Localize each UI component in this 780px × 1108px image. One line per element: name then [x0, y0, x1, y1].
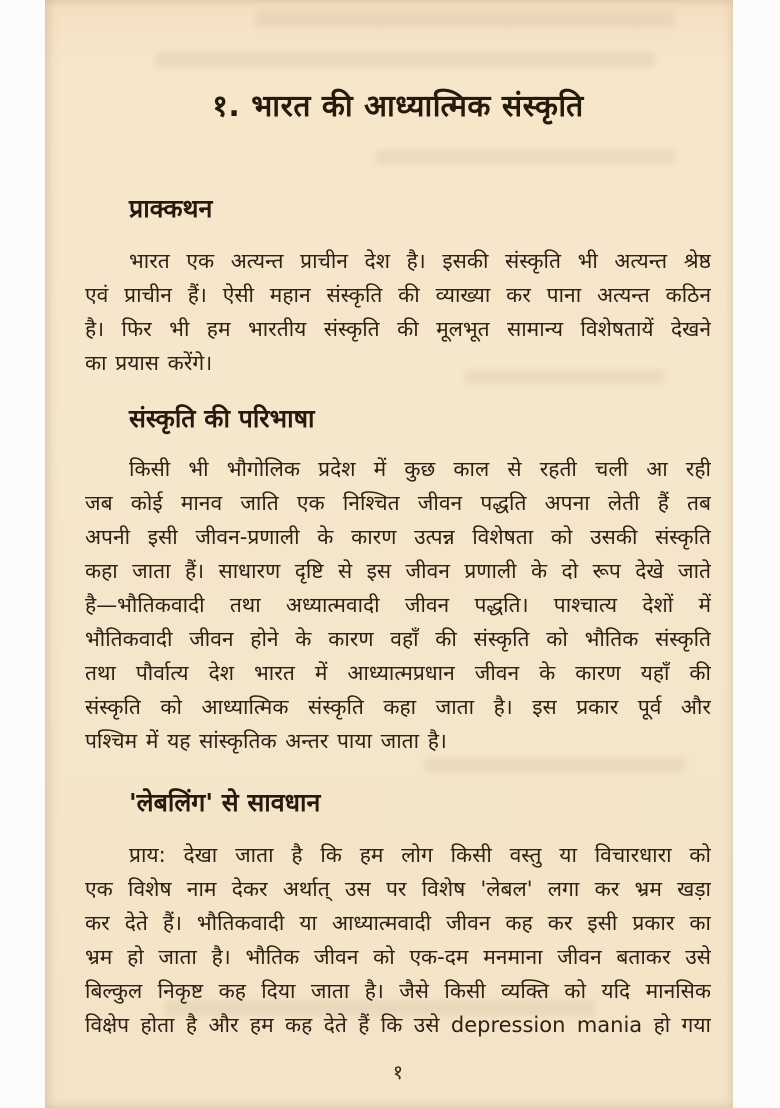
text-line: एक विशेष नाम देकर अर्थात् उस पर विशेष 'लेबल' लगा कर भ्रम खड़ा	[85, 877, 711, 901]
text-line: विक्षेप होता है और हम कह देते हैं कि उसे depression mania हो गया	[85, 1013, 711, 1037]
text-line: अपनी इसी जीवन-प्रणाली के कारण उत्पन्न विशेषता को उसकी संस्कृति	[85, 525, 711, 549]
text-line: है—भौतिकवादी तथा अध्यात्मवादी जीवन पद्धति। पाश्चात्य देशों में	[85, 593, 711, 617]
section-heading-labelling-se-savdhan: 'लेबलिंग' से सावधान	[129, 788, 321, 817]
text-line: एवं प्राचीन हैं। ऐसी महान संस्कृति की व्याख्या कर पाना अत्यन्त कठिन	[85, 283, 711, 307]
paragraph	[85, 452, 711, 758]
paragraph	[85, 244, 711, 380]
section-heading-prakkathan: प्राक्कथन	[129, 194, 213, 223]
chapter-title: १. भारत की आध्यात्मिक संस्कृति	[212, 89, 584, 124]
text-line: का प्रयास करेंगे।	[85, 351, 213, 375]
paper-sheet	[45, 0, 733, 1108]
text-line: बिल्कुल निकृष्ट कह दिया जाता है। जैसे किसी व्यक्ति को यदि मानसिक	[85, 979, 711, 1003]
text-line: पश्चिम में यह सांस्कृतिक अन्तर पाया जाता है।	[85, 729, 447, 753]
text-line: भारत एक अत्यन्त प्राचीन देश है। इसकी संस्कृति भी अत्यन्त श्रेष्ठ	[129, 249, 711, 273]
page-content	[45, 0, 733, 1085]
text-line: कहा जाता हैं। साधारण दृष्टि से इस जीवन प्रणाली के दो रूप देखे जाते	[85, 559, 711, 583]
paragraph	[85, 838, 711, 1042]
text-line: है। फिर भी हम भारतीय संस्कृति की मूलभूत सामान्य विशेषतायें देखने	[85, 317, 711, 341]
text-line: कर देते हैं। भौतिकवादी या आध्यात्मवादी जीवन कह कर इसी प्रकार का	[85, 911, 711, 935]
text-line: भ्रम हो जाता है। भौतिक जीवन को एक-दम मनमाना जीवन बताकर उसे	[85, 945, 711, 969]
page-number: १	[392, 1060, 404, 1084]
text-line: तथा पौर्वात्य देश भारत में आध्यात्मप्रधान जीवन के कारण यहाँ की	[85, 661, 711, 685]
section-heading-sanskriti-paribhasha: संस्कृति की परिभाषा	[129, 404, 315, 433]
text-line: किसी भी भौगोलिक प्रदेश में कुछ काल से रहती चली आ रही	[129, 457, 711, 481]
text-line: संस्कृति को आध्यात्मिक संस्कृति कहा जाता है। इस प्रकार पूर्व और	[85, 695, 711, 719]
text-line: भौतिकवादी जीवन होने के कारण वहाँ की संस्कृति को भौतिक संस्कृति	[85, 627, 711, 651]
text-line: जब कोई मानव जाति एक निश्चित जीवन पद्धति अपना लेती हैं तब	[85, 491, 711, 515]
text-line: प्राय: देखा जाता है कि हम लोग किसी वस्तु या विचारधारा को	[129, 843, 711, 867]
